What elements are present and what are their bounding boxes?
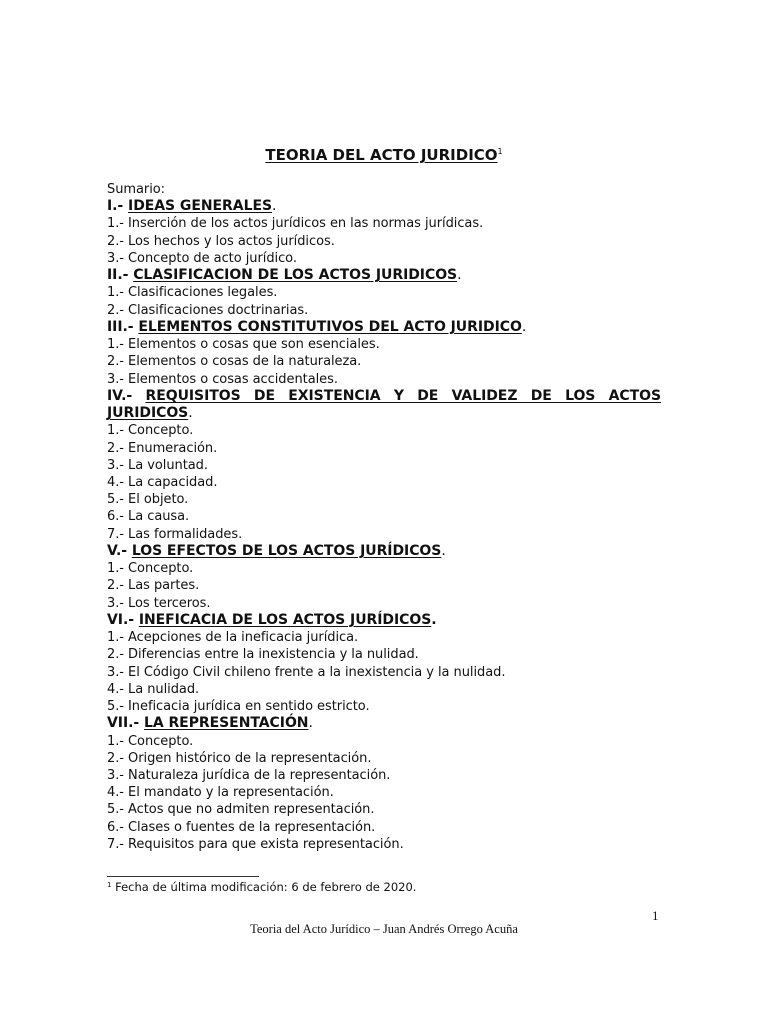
section-numeral: I.-	[107, 198, 124, 215]
title-footnote-mark: 1	[497, 147, 503, 156]
footnote-mark: 1	[107, 881, 112, 889]
toc-item: 1.- Concepto.	[107, 561, 194, 577]
page-number: 1	[652, 908, 659, 923]
table-of-contents	[107, 181, 661, 853]
section-heading	[107, 612, 661, 629]
toc-item: 2.- Los hechos y los actos jurídicos.	[107, 233, 335, 249]
toc-item: 2.- Clasificaciones doctrinarias.	[107, 302, 309, 318]
section-heading	[107, 267, 661, 284]
toc-item: 4.- El mandato y la representación.	[107, 785, 334, 801]
section-numeral: VII.-	[107, 715, 140, 732]
toc-item: 1.- Elementos o cosas que son esenciales.	[107, 337, 380, 353]
title-text: TEORIA DEL ACTO JURIDICO	[265, 146, 498, 164]
toc-item: 1.- Inserción de los actos jurídicos en las normas jurídicas.	[107, 216, 484, 232]
document-title	[0, 146, 768, 164]
section-heading	[107, 319, 661, 336]
section-title: INEFICACIA DE LOS ACTOS JURÍDICOS	[138, 611, 432, 628]
section-heading	[107, 388, 661, 422]
section-title-end: .	[272, 198, 277, 215]
toc-item: 4.- La capacidad.	[107, 474, 218, 490]
toc-item: 7.- Requisitos para que exista representación.	[107, 836, 404, 852]
page-footer: Teoria del Acto Jurídico – Juan Andrés Orrego Acuña	[250, 922, 518, 936]
section-numeral: III.-	[107, 318, 134, 335]
toc-item: 6.- La causa.	[107, 509, 190, 525]
toc-item: 6.- Clases o fuentes de la representación.	[107, 819, 376, 835]
toc-item: 2.- Elementos o cosas de la naturaleza.	[107, 354, 362, 370]
toc-item: 7.- Las formalidades.	[107, 526, 243, 542]
toc-item: 1.- Concepto.	[107, 733, 194, 749]
section-numeral: V.-	[107, 542, 128, 559]
section-title: IDEAS GENERALES	[128, 198, 272, 215]
toc-item: 3.- Concepto de acto jurídico.	[107, 250, 297, 266]
section-heading	[107, 198, 661, 215]
section-title-end: .	[441, 542, 446, 559]
section-title: REQUISITOS DE EXISTENCIA Y DE VALIDEZ DE LOS ACTOS JURIDICOS	[107, 387, 662, 422]
section-title-end: .	[188, 405, 193, 422]
toc-item: 3.- Naturaleza jurídica de la representación.	[107, 767, 391, 783]
footnote-text: Fecha de última modificación: 6 de febrero de 2020.	[115, 880, 417, 894]
toc-item: 3.- Elementos o cosas accidentales.	[107, 371, 338, 387]
toc-item: 2.- Origen histórico de la representación.	[107, 750, 372, 766]
toc-item: 2.- Las partes.	[107, 578, 200, 594]
footnote	[107, 880, 416, 894]
toc-item: 5.- Actos que no admiten representación.	[107, 802, 375, 818]
toc-item: 5.- Ineficacia jurídica en sentido estricto.	[107, 699, 370, 715]
toc-item: 4.- La nulidad.	[107, 681, 200, 697]
section-title-end: .	[521, 318, 527, 335]
toc-item: 1.- Acepciones de la ineficacia jurídica.	[107, 630, 359, 646]
section-heading	[107, 543, 661, 560]
section-title-end: .	[308, 715, 313, 732]
toc-item: 3.- La voluntad.	[107, 457, 208, 473]
toc-item: 3.- Los terceros.	[107, 595, 211, 611]
footnote-divider	[107, 876, 259, 877]
section-title-end: .	[431, 611, 437, 628]
toc-item: 1.- Clasificaciones legales.	[107, 285, 278, 301]
section-heading	[107, 715, 661, 732]
summary-label: Sumario:	[107, 182, 166, 197]
section-title-end: .	[457, 267, 462, 284]
section-numeral: VI.-	[107, 611, 134, 628]
toc-item: 1.- Concepto.	[107, 423, 194, 439]
toc-item: 2.- Enumeración.	[107, 440, 218, 456]
section-numeral: IV.-	[107, 387, 133, 404]
section-numeral: II.-	[107, 267, 129, 284]
section-title: LA REPRESENTACIÓN	[143, 715, 309, 732]
section-title: LOS EFECTOS DE LOS ACTOS JURÍDICOS	[131, 542, 442, 559]
section-title: ELEMENTOS CONSTITUTIVOS DEL ACTO JURIDICO	[138, 318, 522, 335]
toc-item: 5.- El objeto.	[107, 492, 189, 508]
toc-item: 3.- El Código Civil chileno frente a la inexistencia y la nulidad.	[107, 664, 506, 680]
section-title: CLASIFICACION DE LOS ACTOS JURIDICOS	[133, 267, 458, 284]
toc-item: 2.- Diferencias entre la inexistencia y la nulidad.	[107, 647, 419, 663]
